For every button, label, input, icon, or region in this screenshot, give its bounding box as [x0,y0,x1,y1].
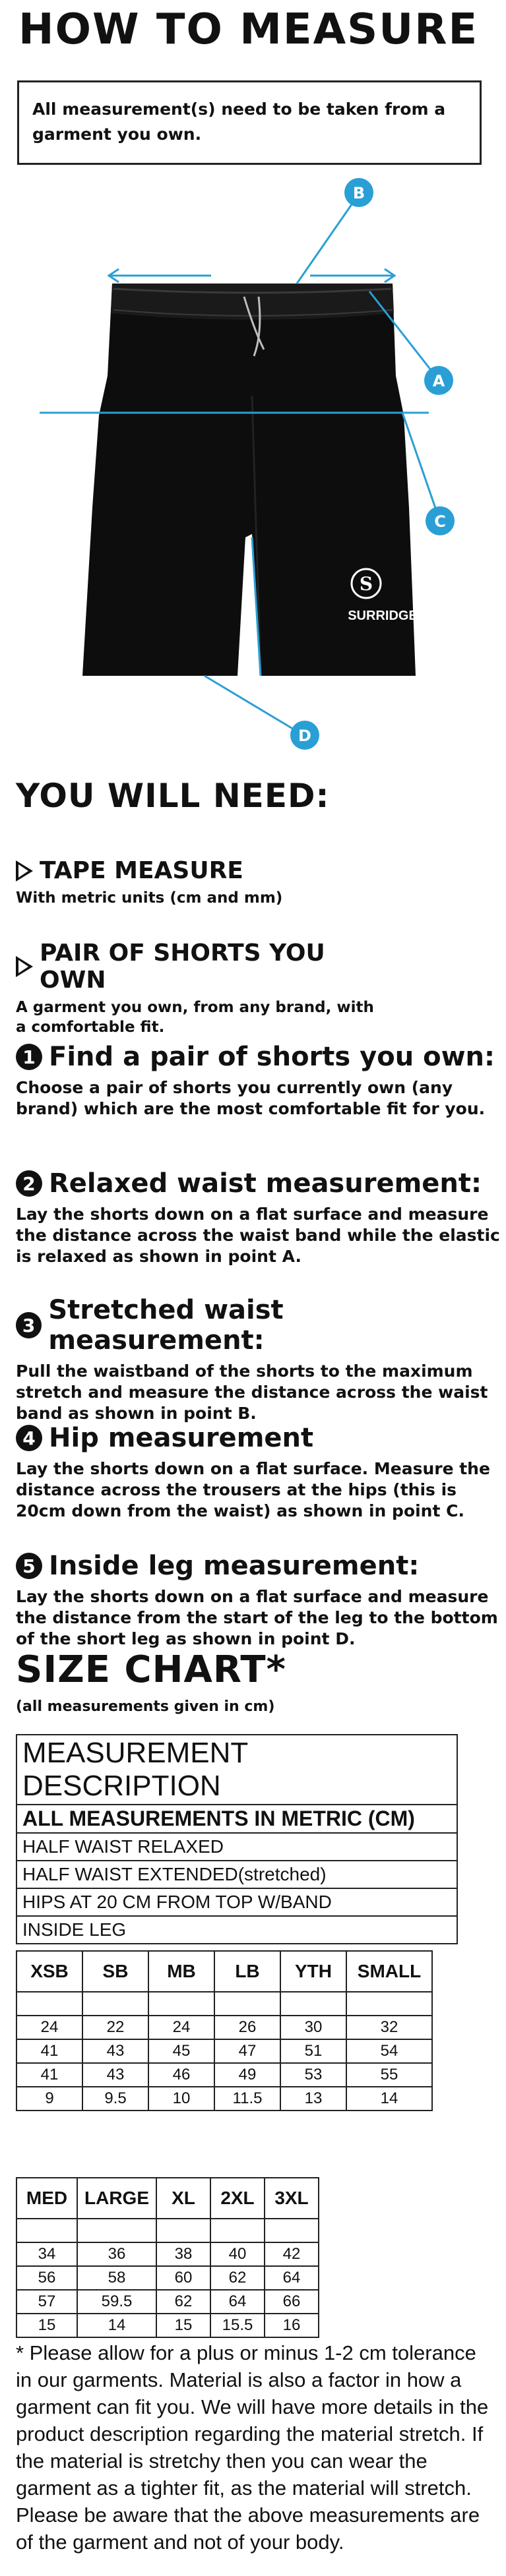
size-header: SMALL [346,1951,432,1992]
step-text: Lay the shorts down on a flat surface and measure the distance across the waist band while the elastic is relaxed as shown in point A. [16,1205,500,1266]
description-header: MEASUREMENT DESCRIPTION [16,1735,457,1805]
svg-text:SURRIDGE: SURRIDGE [348,609,418,623]
step-1 [16,1042,501,1120]
need-item-tape [16,857,491,908]
step-5 [16,1551,501,1650]
triangle-bullet-icon [16,956,33,977]
tolerance-footnote: * Please allow for a plus or minus 1-2 cm tolerance in our garments. Material is also a factor in how a garment can fit you. We will have more details in the product description regarding the material stretch. If the material is stretchy then you can wear the garment as a tighter fit, as the material will stretch. Please be aware that the above measurements are of the garment and not of your body. [16,2341,489,2554]
table-cell: 15.5 [210,2314,265,2337]
table-cell: 22 [82,2016,148,2039]
table-row-empty [16,2219,319,2242]
table-cell: 51 [280,2039,346,2063]
table-cell: 14 [346,2087,432,2111]
table-cell: 32 [346,2016,432,2039]
table-cell: 11.5 [214,2087,280,2111]
table-cell: 62 [156,2290,210,2314]
size-header: YTH [280,1951,346,1992]
step-number-icon: 5 [16,1553,42,1579]
table-cell: 43 [82,2063,148,2087]
table-cell: 57 [16,2290,77,2314]
description-row: HIPS AT 20 CM FROM TOP W/BAND [16,1888,457,1916]
you-will-need-heading: YOU WILL NEED: [16,777,330,815]
table-cell: 24 [16,2016,82,2039]
table-cell: 58 [77,2266,156,2290]
step-title: Stretched waist measurement: [48,1295,284,1356]
table-cell: 10 [148,2087,214,2111]
table-cell: 24 [148,2016,214,2039]
svg-text:C: C [434,512,446,531]
step-title: Relaxed waist measurement: [49,1168,482,1199]
table-cell: 41 [16,2063,82,2087]
table-cell: 62 [210,2266,265,2290]
size-chart-subheading: (all measurements given in cm) [16,1698,275,1715]
table-cell: 64 [265,2266,319,2290]
table-row [16,2242,319,2266]
page-title: HOW TO MEASURE [18,5,479,54]
svg-text:D: D [298,727,311,745]
step-title: Inside leg measurement: [49,1551,420,1581]
size-header: MED [16,2178,77,2219]
table-cell: 30 [280,2016,346,2039]
step-2 [16,1168,501,1267]
table-cell: 64 [210,2290,265,2314]
table-cell: 40 [210,2242,265,2266]
size-header: 2XL [210,2178,265,2219]
svg-text:B: B [352,184,365,202]
triangle-bullet-icon [16,860,33,882]
table-cell: 46 [148,2063,214,2087]
step-4 [16,1423,501,1522]
table-cell: 41 [16,2039,82,2063]
marker-b [344,178,373,207]
table-row [16,2063,432,2087]
step-text: Choose a pair of shorts you currently own (any brand) which are the most comfortable fit for you. [16,1078,486,1118]
shorts-illustration [0,178,506,758]
table-cell: 55 [346,2063,432,2087]
size-header: 3XL [265,2178,319,2219]
size-header: MB [148,1951,214,1992]
size-chart-heading: SIZE CHART* [16,1648,286,1691]
description-row: INSIDE LEG [16,1916,457,1944]
need-item-shorts [16,940,385,1037]
measurement-note: All measurement(s) need to be taken from a garment you own. [17,80,482,165]
table-cell: 15 [16,2314,77,2337]
step-3 [16,1295,501,1424]
table-row [16,2087,432,2111]
table-cell: 14 [77,2314,156,2337]
table-cell: 54 [346,2039,432,2063]
marker-d [290,721,319,750]
step-text: Lay the shorts down on a flat surface and measure the distance from the start of the leg to the bottom of the short leg as shown in point D. [16,1587,498,1648]
table-row-empty [16,1992,432,2016]
table-cell: 59.5 [77,2290,156,2314]
step-number-icon: 1 [16,1044,42,1070]
step-text: Lay the shorts down on a flat surface. Measure the distance across the trousers at the hips (this is 20cm down from the waist) as shown in point C. [16,1459,490,1520]
table-cell: 38 [156,2242,210,2266]
need-item-title: TAPE MEASURE [40,857,243,884]
table-row [16,2016,432,2039]
description-subheader: ALL MEASUREMENTS IN METRIC (CM) [16,1805,457,1833]
size-header: XSB [16,1951,82,1992]
table-row [16,2266,319,2290]
table-cell: 47 [214,2039,280,2063]
table-cell: 26 [214,2016,280,2039]
size-table-1 [16,1950,433,2111]
table-cell: 42 [265,2242,319,2266]
step-number-icon: 4 [16,1425,42,1451]
table-cell: 34 [16,2242,77,2266]
svg-text:S: S [359,573,373,595]
table-cell: 60 [156,2266,210,2290]
size-table-2 [16,2177,319,2338]
step-title: Hip measurement [49,1423,314,1453]
marker-a [424,366,453,395]
size-header: XL [156,2178,210,2219]
table-row [16,2314,319,2337]
table-cell: 56 [16,2266,77,2290]
table-cell: 43 [82,2039,148,2063]
table-cell: 49 [214,2063,280,2087]
need-item-text: A garment you own, from any brand, with a comfortable fit. [16,999,374,1036]
description-row: HALF WAIST EXTENDED(stretched) [16,1861,457,1888]
table-cell: 45 [148,2039,214,2063]
marker-c [426,506,455,535]
table-cell: 13 [280,2087,346,2111]
table-cell: 15 [156,2314,210,2337]
table-cell: 16 [265,2314,319,2337]
size-header: LB [214,1951,280,1992]
table-cell: 9 [16,2087,82,2111]
svg-text:A: A [432,372,445,390]
size-header: LARGE [77,2178,156,2219]
size-header: SB [82,1951,148,1992]
measurement-description-table [16,1734,458,1944]
table-cell: 53 [280,2063,346,2087]
step-number-icon: 2 [16,1170,42,1197]
step-number-icon: 3 [16,1312,42,1338]
table-row [16,2039,432,2063]
description-row: HALF WAIST RELAXED [16,1833,457,1861]
table-cell: 36 [77,2242,156,2266]
need-item-title: PAIR OF SHORTS YOU OWN [40,940,325,994]
need-item-text: With metric units (cm and mm) [16,889,283,907]
table-cell: 9.5 [82,2087,148,2111]
step-text: Pull the waistband of the shorts to the maximum stretch and measure the distance across the waist band as shown in point B. [16,1362,488,1423]
table-row [16,2290,319,2314]
table-cell: 66 [265,2290,319,2314]
step-title: Find a pair of shorts you own: [49,1042,495,1072]
